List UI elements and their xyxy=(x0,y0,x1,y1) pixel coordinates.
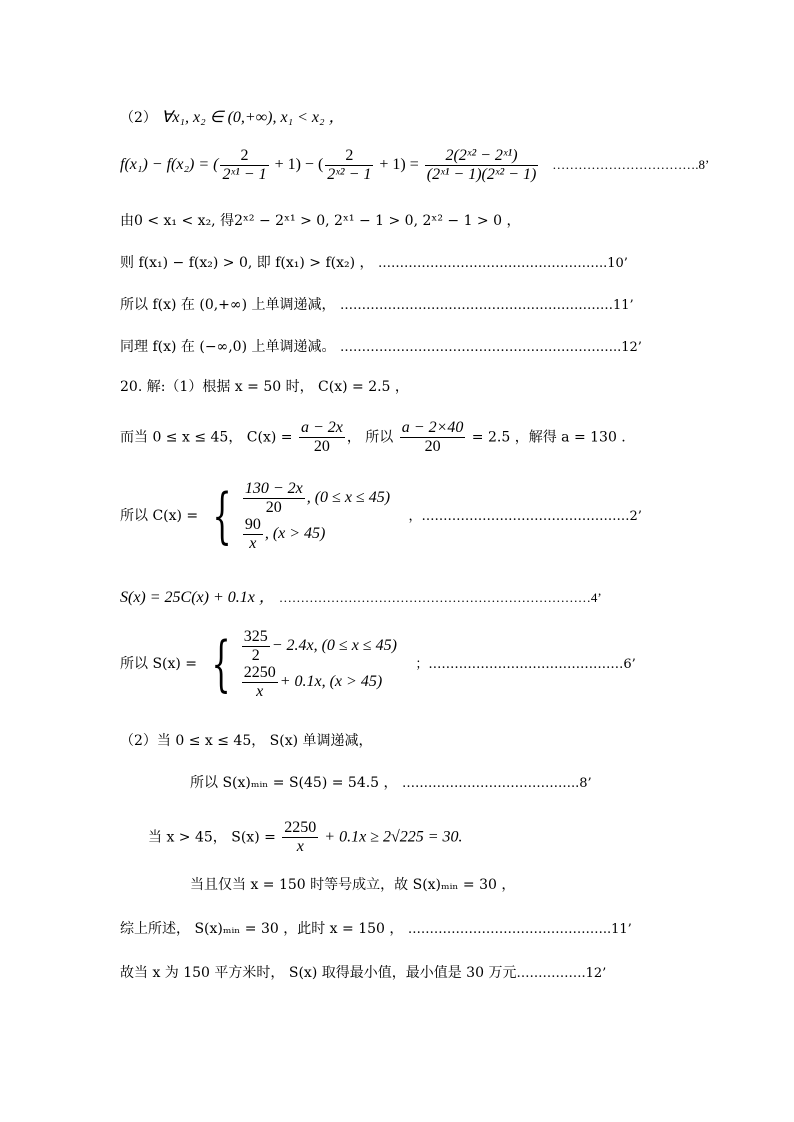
line-amgm xyxy=(148,820,463,855)
score-8: …………………………….8’ xyxy=(552,157,710,173)
line-decreasing-pos xyxy=(120,298,634,312)
sx-def-text: S(x) = 25C(x) + 0.1x ， xyxy=(120,589,275,606)
sx-p2-den: x xyxy=(256,682,264,700)
line-difference-expr xyxy=(120,148,709,183)
score-2: ，…………………………………………2’ xyxy=(408,508,642,524)
line-cx-piecewise xyxy=(120,480,642,552)
line-inequalities xyxy=(120,214,520,228)
diff-lhs: f(x₁) − f(x₂) = ( xyxy=(120,156,219,174)
cx-p1-cond: , (0 ≤ x ≤ 45) xyxy=(306,489,391,506)
cx-piece-1 xyxy=(241,480,390,516)
cx-piece2-frac xyxy=(243,517,263,552)
part-label: （2） xyxy=(120,110,157,126)
sx-piece1-frac xyxy=(242,629,270,664)
equality-text: 当且仅当 x = 150 时等号成立，故 S(x)ₘᵢₙ = 30 ， xyxy=(190,877,516,893)
sx-p2-cond: + 0.1x, (x > 45) xyxy=(279,673,383,690)
part2-s-text: （2）当 0 ≤ x ≤ 45， S(x) 单调递减， xyxy=(120,733,373,749)
line-part2-intro xyxy=(120,110,345,126)
score-12a: ………………………………………………………..12’ xyxy=(339,340,642,355)
frac2-den: 2ˣ² − 1 xyxy=(327,166,372,183)
score-12b: …………….12’ xyxy=(516,966,607,981)
amgm-prefix: 当 x > 45， S(x) = xyxy=(148,829,281,846)
cx-piece-2 xyxy=(241,516,390,552)
score-11a: ………………………………………………………11’ xyxy=(339,298,634,313)
frac2-num: 2 xyxy=(325,148,373,166)
frac3-den: (2ˣ¹ − 1)(2ˣ² − 1) xyxy=(426,166,537,183)
dec-neg-text: 同理 f(x) 在 (−∞,0) 上单调递减。 xyxy=(120,339,336,355)
frac-a40 xyxy=(400,420,466,455)
score-8b: …………………………………..8’ xyxy=(402,776,592,791)
sx-p2-num: 2250 xyxy=(243,663,276,681)
left-brace-icon-2: { xyxy=(211,629,231,699)
solve-a-suffix: = 2.5 ，解得 a = 130 . xyxy=(467,429,626,446)
line-summary xyxy=(120,922,632,936)
frac-2250x-num: 2250 xyxy=(284,819,317,836)
frac-a40-num: a − 2×40 xyxy=(401,419,464,436)
line-q20-intro xyxy=(120,380,409,394)
amgm-suffix: + 0.1x ≥ 2√225 = 30. xyxy=(320,828,463,846)
fraction-2 xyxy=(325,148,373,183)
diff-mid2: + 1) = xyxy=(375,156,423,174)
cx-p2-num: 90 xyxy=(244,515,261,533)
score-6: ；………………………………………6’ xyxy=(415,656,636,672)
sx-pieces xyxy=(240,628,397,700)
left-brace-icon: { xyxy=(212,481,232,551)
line-sx-piecewise xyxy=(120,628,636,700)
q20-text: 20. 解:（1）根据 x = 50 时， C(x) = 2.5 ， xyxy=(120,379,409,395)
solve-a-mid: ， 所以 xyxy=(346,429,398,446)
line-conclusion-1 xyxy=(120,256,628,270)
line-equality xyxy=(190,878,515,892)
frac-cx-den: 20 xyxy=(313,438,330,455)
frac-a40-den: 20 xyxy=(424,438,441,455)
solve-a-prefix: 而当 0 ≤ x ≤ 45， C(x) = xyxy=(120,429,297,446)
ineq-text: 由0 < x₁ < x₂, 得2ˣ² − 2ˣ¹ > 0, 2ˣ¹ − 1 > 0, 2ˣ² − 1 > 0 ， xyxy=(120,213,521,229)
score-4: ………………………………………………………………4’ xyxy=(278,590,602,605)
frac3-num: 2(2ˣ² − 2ˣ¹) xyxy=(425,148,539,166)
sx-p1-num: 325 xyxy=(243,627,268,645)
frac-2250x-den: x xyxy=(296,838,304,855)
cx-p1-den: 20 xyxy=(265,498,282,516)
cx-p2-den: x xyxy=(249,534,257,552)
cx-p2-cond: , (x > 45) xyxy=(264,525,326,542)
cx-pieces xyxy=(241,480,390,552)
cx-p1-num: 130 − 2x xyxy=(244,479,303,497)
frac1-den: 2ˣ¹ − 1 xyxy=(222,166,267,183)
quantifier-expr: ∀x₁, x₂ ∈ (0,+∞), x₁ < x₂ ， xyxy=(161,109,345,126)
sx-p1-den: 2 xyxy=(251,646,260,664)
smin1-text: 所以 S(x)ₘᵢₙ = S(45) = 54.5 ， xyxy=(190,775,398,791)
sx-prefix: 所以 S(x) = xyxy=(120,656,202,672)
summary-text: 综上所述， S(x)ₘᵢₙ = 30 ，此时 x = 150 ， xyxy=(120,921,404,937)
frac-cx xyxy=(299,420,345,455)
line-solve-a xyxy=(120,420,626,455)
cx-prefix: 所以 C(x) = xyxy=(120,508,203,524)
score-11b: ………………………………………..11’ xyxy=(407,922,632,937)
line-smin-1 xyxy=(190,776,592,790)
cx-piece1-frac xyxy=(243,481,305,516)
line-final-answer xyxy=(120,966,606,980)
sx-piece-2 xyxy=(240,664,397,700)
concl1-text: 则 f(x₁) − f(x₂) > 0, 即 f(x₁) > f(x₂) ， xyxy=(120,255,374,271)
final-text: 故当 x 为 150 平方米时， S(x) 取得最小值，最小值是 30 万元 xyxy=(120,965,517,981)
line-sx-def xyxy=(120,590,602,606)
frac1-num: 2 xyxy=(220,148,268,166)
sx-piece-1 xyxy=(240,628,397,664)
sx-piece2-frac xyxy=(242,665,278,700)
dec-pos-text: 所以 f(x) 在 (0,+∞) 上单调递减， xyxy=(120,297,336,313)
score-10: ……………………………………………..10’ xyxy=(377,256,628,271)
fraction-1 xyxy=(220,148,268,183)
frac-2250x xyxy=(282,820,318,855)
line-part2-s xyxy=(120,734,373,748)
line-decreasing-neg xyxy=(120,340,642,354)
diff-mid: + 1) − ( xyxy=(270,156,324,174)
frac-cx-num: a − 2x xyxy=(300,419,343,436)
sx-p1-cond: − 2.4x, (0 ≤ x ≤ 45) xyxy=(271,637,397,654)
fraction-3 xyxy=(425,148,539,183)
